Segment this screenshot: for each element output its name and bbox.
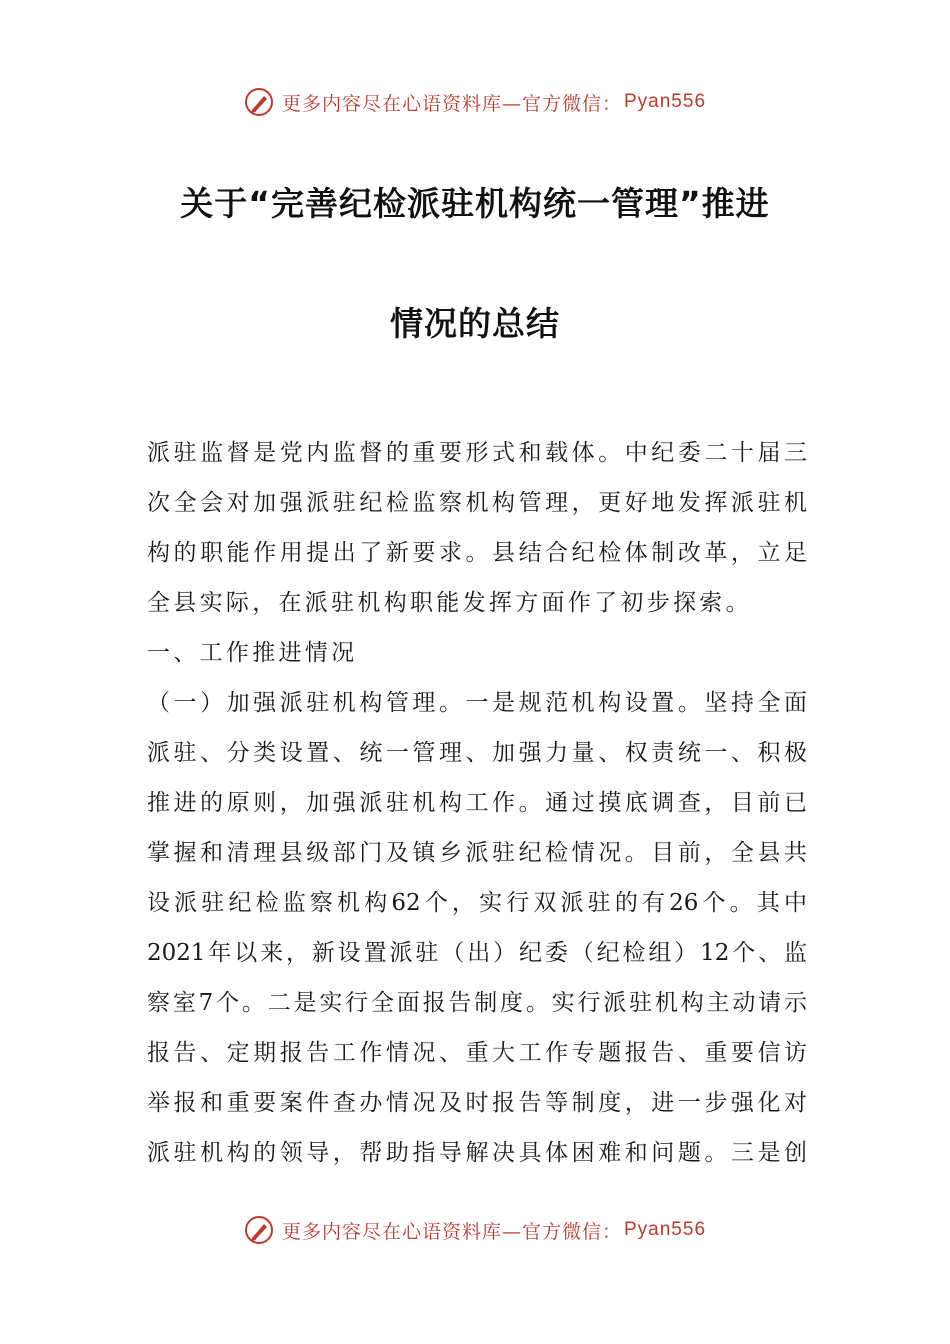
body-line: 派驻监督是党内监督的重要形式和载体。中纪委二十届三	[147, 440, 807, 466]
document-title-line2: 情况的总结	[390, 304, 560, 343]
body-line: 报告、定期报告工作情况、重大工作专题报告、重要信访	[147, 1040, 807, 1066]
body-line: 派驻、分类设置、统一管理、加强力量、权责统一、积极	[147, 740, 807, 766]
body-line: 2021年以来，新设置派驻（出）纪委（纪检组）12个、监	[147, 940, 807, 966]
watermark-wechat-id: Pyan556	[624, 91, 707, 112]
body-line: 举报和重要案件查办情况及时报告等制度，进一步强化对	[147, 1090, 807, 1116]
body-line: 察室7个。二是实行全面报告制度。实行派驻机构主动请示	[147, 990, 807, 1016]
pen-logo-icon	[244, 1215, 274, 1245]
pen-logo-icon	[244, 87, 274, 117]
body-line: 派驻机构的领导，帮助指导解决具体困难和问题。三是创	[147, 1140, 807, 1166]
document-body	[147, 428, 807, 1178]
body-line: 全县实际，在派驻机构职能发挥方面作了初步探索。	[147, 590, 752, 616]
body-line: 掌握和清理县级部门及镇乡派驻纪检情况。目前，全县共	[147, 840, 807, 866]
document-title-line1: 关于“完善纪检派驻机构统一管理”推进	[180, 184, 770, 223]
watermark-text: 更多内容尽在心语资料库—官方微信：	[281, 92, 622, 115]
watermark-wechat-id: Pyan556	[624, 1219, 707, 1240]
body-line: 设派驻纪检监察机构62个，实行双派驻的有26个。其中	[147, 890, 807, 916]
body-line: （一）加强派驻机构管理。一是规范机构设置。坚持全面	[147, 690, 807, 716]
section-heading: 一、工作推进情况	[147, 640, 358, 666]
watermark-text: 更多内容尽在心语资料库—官方微信：	[281, 1220, 622, 1243]
watermark-header	[0, 82, 950, 122]
body-line: 次全会对加强派驻纪检监察机构管理，更好地发挥派驻机	[147, 490, 807, 516]
body-line: 构的职能作用提出了新要求。县结合纪检体制改革，立足	[147, 540, 807, 566]
watermark-footer	[0, 1210, 950, 1250]
body-line: 推进的原则，加强派驻机构工作。通过摸底调查，目前已	[147, 790, 807, 816]
